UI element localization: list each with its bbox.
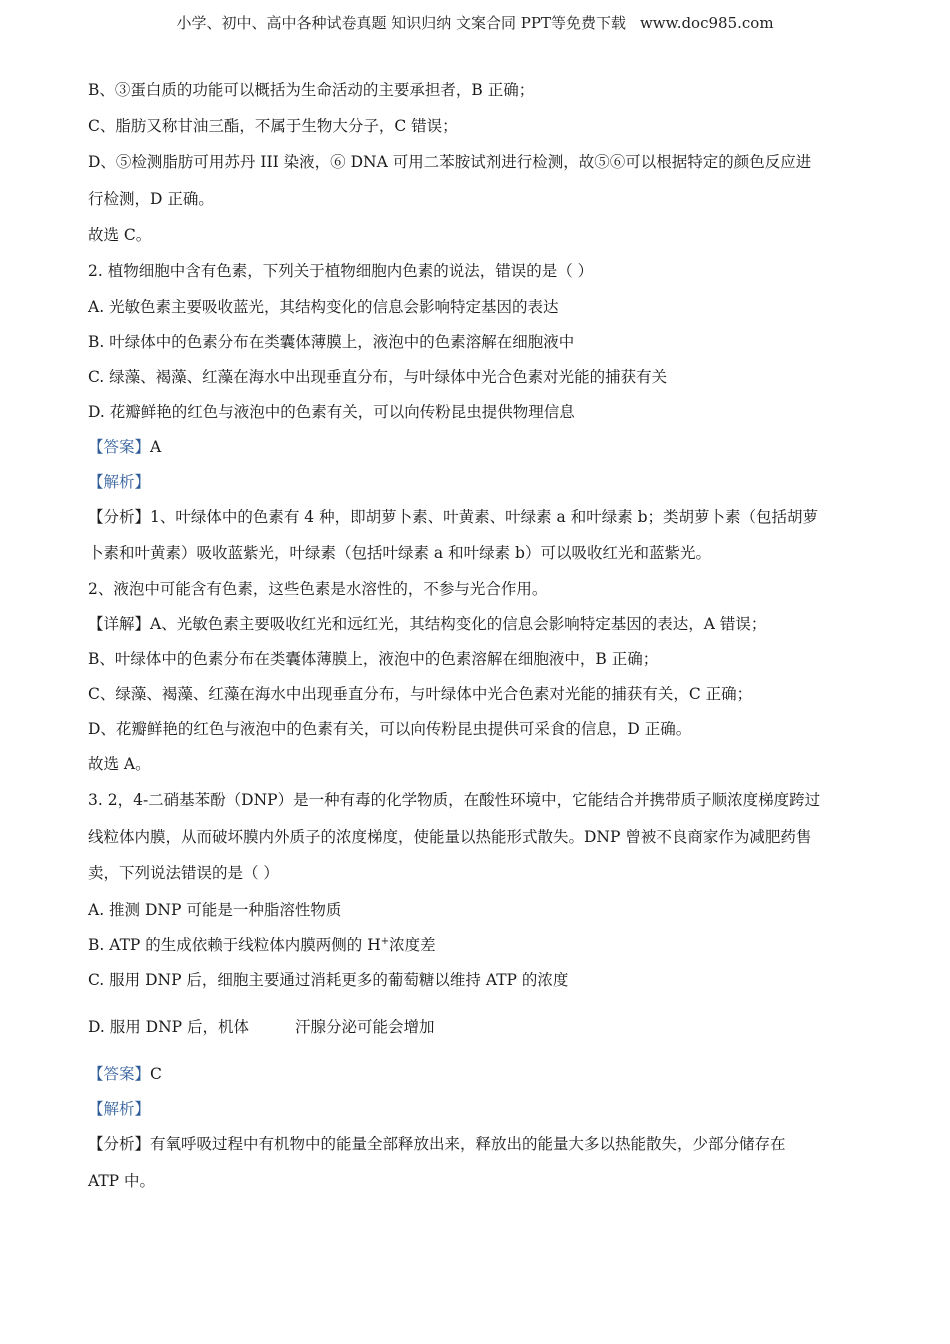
q3-stem-line3: 卖，下列说法错误的是（ ） [88,864,279,882]
q1-option-b-explanation: B、③蛋白质的功能可以概括为生命活动的主要承担者，B 正确； [88,81,535,99]
q2-analysis-para1 [88,505,818,527]
q3-option-a: A. 推测 DNP 可能是一种脂溶性物质 [88,901,342,919]
answer-value: A [150,438,162,456]
q2-fenxi-line2: 卜素和叶黄素）吸收蓝紫光，叶绿素（包括叶绿素 a 和叶绿素 b）可以吸收红光和蓝紫光。 [88,544,711,562]
fenxi-tag: 【分析】 [88,508,151,526]
answer-tag: 【答案】 [88,1065,151,1083]
q2-fenxi-line3: 2、液泡中可能含有色素，这些色素是水溶性的，不参与光合作用。 [88,580,548,598]
q3-option-b [88,933,436,955]
q2-option-a: A. 光敏色素主要吸收蓝光，其结构变化的信息会影响特定基因的表达 [88,298,559,316]
q2-option-d: D. 花瓣鲜艳的红色与液泡中的色素有关，可以向传粉昆虫提供物理信息 [88,403,575,421]
q3-analysis-tag: 【解析】 [88,1100,151,1118]
q2-option-c: C. 绿藻、褐藻、红藻在海水中出现垂直分布，与叶绿体中光合色素对光能的捕获有关 [88,368,668,386]
q3-option-d-pre: D. 服用 DNP 后，机体 [88,1018,250,1036]
fenxi-tag: 【分析】 [88,1135,151,1153]
q3-option-c: C. 服用 DNP 后，细胞主要通过消耗更多的葡萄糖以维持 ATP 的浓度 [88,971,569,989]
q2-stem: 2. 植物细胞中含有色素，下列关于植物细胞内色素的说法，错误的是（ ） [88,262,594,280]
q3-fenxi-line1: 有氧呼吸过程中有机物中的能量全部释放出来，释放出的能量大多以热能散失，少部分储存在 [150,1135,786,1153]
page-header [0,12,950,33]
q2-detail-a-text: A、光敏色素主要吸收红光和远红光，其结构变化的信息会影响特定基因的表达，A 错误； [150,615,767,633]
q3-stem-line2: 线粒体内膜，从而破坏膜内外质子的浓度梯度，使能量以热能形式散失。DNP 曾被不良商家作为减肥药售 [88,828,812,846]
q2-choice: 故选 A。 [88,755,151,773]
q3-stem-line1: 3. 2，4-二硝基苯酚（DNP）是一种有毒的化学物质，在酸性环境中，它能结合并携带质子顺浓度梯度跨过 [88,791,821,809]
q2-fenxi-line1: 1、叶绿体中的色素有 4 种，即胡萝卜素、叶黄素、叶绿素 a 和叶绿素 b；类胡萝卜素（包括胡萝 [150,508,819,526]
q2-detail-c: C、绿藻、褐藻、红藻在海水中出现垂直分布，与叶绿体中光合色素对光能的捕获有关，C 正确； [88,685,753,703]
detail-tag: 【详解】 [88,615,151,633]
header-text: 小学、初中、高中各种试卷真题 知识归纳 文案合同 PPT等免费下载 [176,14,626,32]
q1-choice: 故选 C。 [88,226,152,244]
q3-fenxi-line2: ATP 中。 [88,1172,156,1190]
q2-detail-a [88,612,766,634]
q3-option-d [88,1015,435,1037]
q3-option-b-post: 浓度差 [389,936,436,954]
header-site-link[interactable]: www.doc985.com [639,14,774,32]
q1-option-d-explanation: D、⑤检测脂肪可用苏丹 III 染液，⑥ DNA 可用二苯胺试剂进行检测，故⑤⑥可以根据特定的颜色反应进 [88,153,812,171]
q2-analysis-tag: 【解析】 [88,473,151,491]
q2-detail-d: D、花瓣鲜艳的红色与液泡中的色素有关，可以向传粉昆虫提供可采食的信息，D 正确。 [88,720,692,738]
q3-option-b-pre: B. ATP 的生成依赖于线粒体内膜两侧的 H [88,936,381,954]
q3-option-b-sup: + [380,935,390,947]
q1-option-d-explanation-cont: 行检测，D 正确。 [88,190,214,208]
answer-tag: 【答案】 [88,438,151,456]
q2-answer [88,435,161,457]
answer-value: C [150,1065,162,1083]
q2-detail-b: B、叶绿体中的色素分布在类囊体薄膜上，液泡中的色素溶解在细胞液中，B 正确； [88,650,659,668]
q3-answer [88,1062,162,1084]
q3-option-d-post: 汗腺分泌可能会增加 [295,1018,435,1036]
q1-option-c-explanation: C、脂肪又称甘油三酯，不属于生物大分子，C 错误； [88,117,458,135]
q3-analysis-para1 [88,1132,786,1154]
q2-option-b: B. 叶绿体中的色素分布在类囊体薄膜上，液泡中的色素溶解在细胞液中 [88,333,575,351]
